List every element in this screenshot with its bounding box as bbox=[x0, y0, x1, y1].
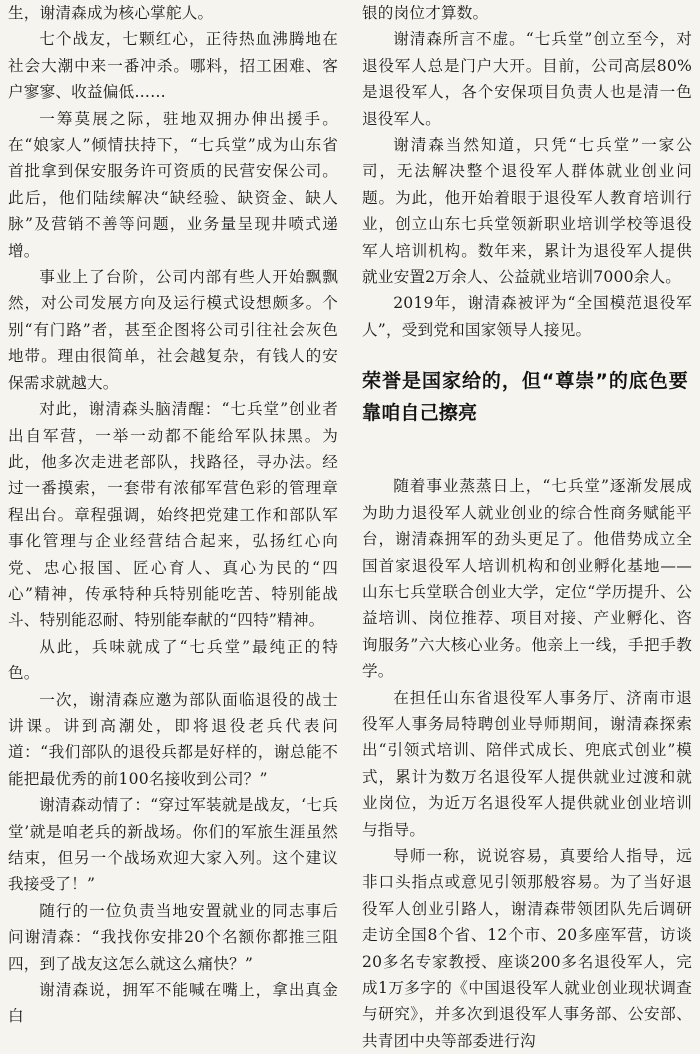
paragraph: 导师一称，说说容易，真要给人指导，远非口头指点或意见引领那般容易。为了当好退役军人创业引路人，谢清森带领团队先后调研走访全国8个省、12个市、20多座军营，访谈20多名专家教授、座谈200多名退役军人，完成1万多字的《中国退役军人就业创业现状调查与研究》，并多次到退役军人事务部、公安部、共青团中央等部委进行沟 bbox=[362, 846, 692, 1050]
left-column bbox=[0, 0, 350, 1026]
paragraph: 在担任山东省退役军人事务厅、济南市退役军人事务局特聘创业导师期间，谢清森探索出“引领式培训、陪伴式成长、兜底式创业”模式，累计为数万名退役军人提供就业过渡和就业岗位，为近万名退役军人提供就业创业培训与指导。 bbox=[362, 688, 692, 839]
paragraph: 事业上了台阶，公司内部有些人开始飘飘然，对公司发展方向及运行模式设想颇多。个别“有门路”者，甚至企图将公司引往社会灰色地带。理由很简单，社会越复杂，有钱人的安保需求就越大。 bbox=[8, 268, 338, 392]
paragraph: 从此，兵味就成了“七兵堂”最纯正的特色。 bbox=[8, 637, 338, 683]
paragraph: 随着事业蒸蒸日上，“七兵堂”逐渐发展成为助力退役军人就业创业的综合性商务赋能平台，谢清森拥军的劲头更足了。他借势成立全国首家退役军人培训机构和创业孵化基地——山东七兵堂联合创业大学，定位“学历提升、公益培训、岗位推荐、项目对接、产业孵化、咨询服务”六大核心业务。他亲上一线，手把手教学。 bbox=[362, 477, 692, 681]
section-heading: 荣誉是国家给的，但“尊崇”的底色要靠咱自己擦亮 bbox=[362, 370, 688, 425]
paragraph: 谢清森动情了：“穿过军装就是战友，‘七兵堂’就是咱老兵的新战场。你们的军旅生涯虽然结束，但另一个战场欢迎大家入列。这个建议我接受了！” bbox=[8, 796, 338, 894]
paragraph: 对此，谢清森头脑清醒：“七兵堂”创业者出自军营，一举一动都不能给军队抹黑。为此，他多次走进老部队，找路径，寻办法。经过一番摸索，一套带有浓郁军营色彩的管理章程出台。章程强调，始终把党建工作和部队军事化管理与企业经营结合起来，弘扬红心向党、忠心报国、匠心育人、真心为民的“四心”精神，传承特种兵特别能吃苦、特别能战斗、特别能忍耐、特别能奉献的“四特”精神。 bbox=[8, 400, 338, 630]
paragraph: 谢清森说，拥军不能喊在嘴上，拿出真金白 bbox=[8, 981, 338, 1026]
paragraph: 七个战友，七颗红心，正待热血沸腾地在社会大潮中来一番冲杀。哪料，招工困难、客户寥寥、收益偏低…… bbox=[8, 30, 338, 102]
paragraph: 一次，谢清森应邀为部队面临退役的战士讲课。讲到高潮处，即将退役老兵代表问道：“我们部队的退役兵都是好样的，谢总能不能把最优秀的前100名接收到公司？” bbox=[8, 690, 338, 788]
paragraph: 银的岗位才算数。 bbox=[362, 4, 489, 22]
paragraph: 一筹莫展之际，驻地双拥办伸出援手。在“娘家人”倾情扶持下，“七兵堂”成为山东省首批拿到保安服务许可资质的民营安保公司。此后，他们陆续解决“缺经验、缺资金、缺人脉”及营销不善等问题，业务量呈现井喷式递增。 bbox=[8, 109, 338, 260]
heading-spacer bbox=[362, 429, 692, 473]
paragraph: 随行的一位负责当地安置就业的同志事后问谢清森：“我找你安排20个名额你都推三阻四，到了战友这怎么就这么痛快？” bbox=[8, 901, 338, 973]
paragraph: 谢清森当然知道，只凭“七兵堂”一家公司，无法解决整个退役军人群体就业创业问题。为此，他开始着眼于退役军人教育培训行业，创立山东七兵堂领新职业培训学校等退役军人培训机构。数年来，累计为退役军人提供就业安置2万余人、公益就业培训7000余人。 bbox=[362, 136, 692, 287]
paragraph: 2019年，谢清森被评为“全国模范退役军人”，受到党和国家领导人接见。 bbox=[362, 294, 692, 339]
paragraph: 谢清森所言不虚。“七兵堂”创立至今，对退役军人总是门户大开。目前，公司高层80%是退役军人，各个安保项目负责人也是清一色退役军人。 bbox=[362, 30, 692, 128]
right-column bbox=[350, 0, 696, 1050]
paragraph: 生，谢清森成为核心掌舵人。 bbox=[8, 4, 214, 22]
